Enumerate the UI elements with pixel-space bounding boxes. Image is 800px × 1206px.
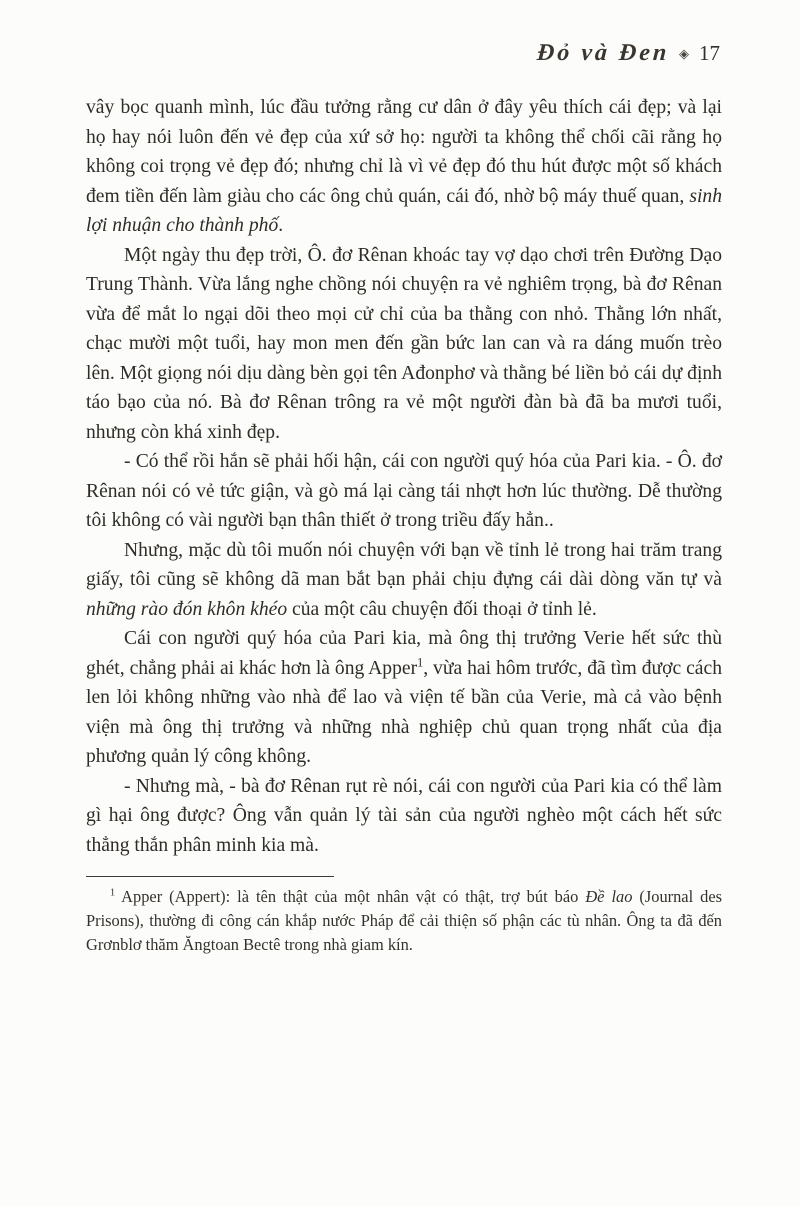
text-segment: Một ngày thu đẹp trời, Ô. đơ Rênan khoác tay vợ dạo chơi trên Đường Dạo Trung Thành. Vừa lắng nghe chồng nói chuyện ra vẻ nghiêm trọng, bà đơ Rênan vừa để mắt lo ngại dõi theo mọi cử chỉ của ba thằng con nhỏ. Thằng lớn nhất, chạc mười một tuổi, hay mon men đến gần bức lan can và ra dáng muốn trèo lên. Một giọng nói dịu dàng bèn gọi tên Ađonphơ và thằng bé liền bỏ cái dự định táo bạo của nó. Bà đơ Rênan trông ra vẻ một người đàn bà đã ba mươi tuổi, nhưng còn khá xinh đẹp. xyxy=(86,244,722,443)
paragraph xyxy=(86,241,722,448)
paragraph xyxy=(86,536,722,625)
paragraph xyxy=(86,447,722,536)
text-segment: (Journal des Prisons), thường đi công cán khắp nước Pháp để cải thiện số phận các tù nhân. Ông ta đã đến Grơnblơ thăm Ăngtoan Bectê trong nhà giam kín. xyxy=(86,887,722,954)
text-segment: , vừa hai hôm trước, đã tìm được cách len lỏi không những vào nhà để lao và viện tế bần của Verie, mà cả vào bệnh viện mà ông thị trưởng và những nhà nghiệp chủ quan trọng nhất của địa phương quản lý công không. xyxy=(86,657,722,767)
text-segment: Đề lao xyxy=(585,887,633,906)
footnote-marker: 1 xyxy=(110,887,116,899)
text-segment: vây bọc quanh mình, lúc đầu tưởng rằng cư dân ở đây yêu thích cái đẹp; và lại họ hay nói luôn đến vẻ đẹp của xứ sở họ: người ta không thể chối cãi rằng họ không coi trọng vẻ đẹp đó; nhưng chỉ là vì vẻ đẹp đó thu hút được một số khách đem tiền đến làm giàu cho các ông chủ quán, cái đó, nhờ bộ máy thuế quan, xyxy=(86,97,722,207)
diamond-ornament-icon: ◈ xyxy=(679,46,689,61)
paragraph xyxy=(86,93,722,241)
text-segment: của một câu chuyện đối thoại ở tỉnh lẻ. xyxy=(287,598,597,620)
text-segment: - Nhưng mà, - bà đơ Rênan rụt rè nói, cái con người của Pari kia có thể làm gì hại ông được? Ông vẫn quản lý tài sản của người nghèo một cách hết sức thẳng thắn phân minh kia mà. xyxy=(86,775,722,856)
paragraph xyxy=(86,624,722,772)
footnote-text xyxy=(86,885,722,956)
text-segment: Nhưng, mặc dù tôi muốn nói chuyện với bạn về tỉnh lẻ trong hai trăm trang giấy, tôi cũng sẽ không dã man bắt bạn phải chịu đựng cái dài dòng văn tự và xyxy=(86,539,722,590)
page-number: 17 xyxy=(699,41,720,65)
book-title: Đỏ và Đen xyxy=(535,40,670,66)
page-header xyxy=(86,40,722,67)
text-body xyxy=(86,93,722,860)
paragraph xyxy=(86,772,722,861)
text-segment: . xyxy=(278,215,284,236)
footnote xyxy=(86,885,722,956)
text-segment: Cái con người quý hóa của Pari kia, mà ông thị trưởng Verie hết sức thù ghét, chẳng phải ai khác hơn là ông Apper xyxy=(86,628,722,679)
text-segment: - Có thể rồi hắn sẽ phải hối hận, cái con người quý hóa của Pari kia. - Ô. đơ Rênan nói có vẻ tức giận, và gò má lại càng tái nhợt hơn lúc thường. Dễ thường tôi không có vài người bạn thân thiết ở trong triều đấy hẳn.. xyxy=(86,451,722,531)
text-segment: những rào đón khôn khéo xyxy=(86,598,288,620)
footnote-marker: 1 xyxy=(417,654,424,669)
footnote-divider xyxy=(86,876,334,877)
text-segment: sinh lợi nhuận cho thành phố xyxy=(86,185,722,236)
text-segment: Apper (Appert): là tên thật của một nhân vật có thật, trợ bút báo xyxy=(115,887,586,906)
